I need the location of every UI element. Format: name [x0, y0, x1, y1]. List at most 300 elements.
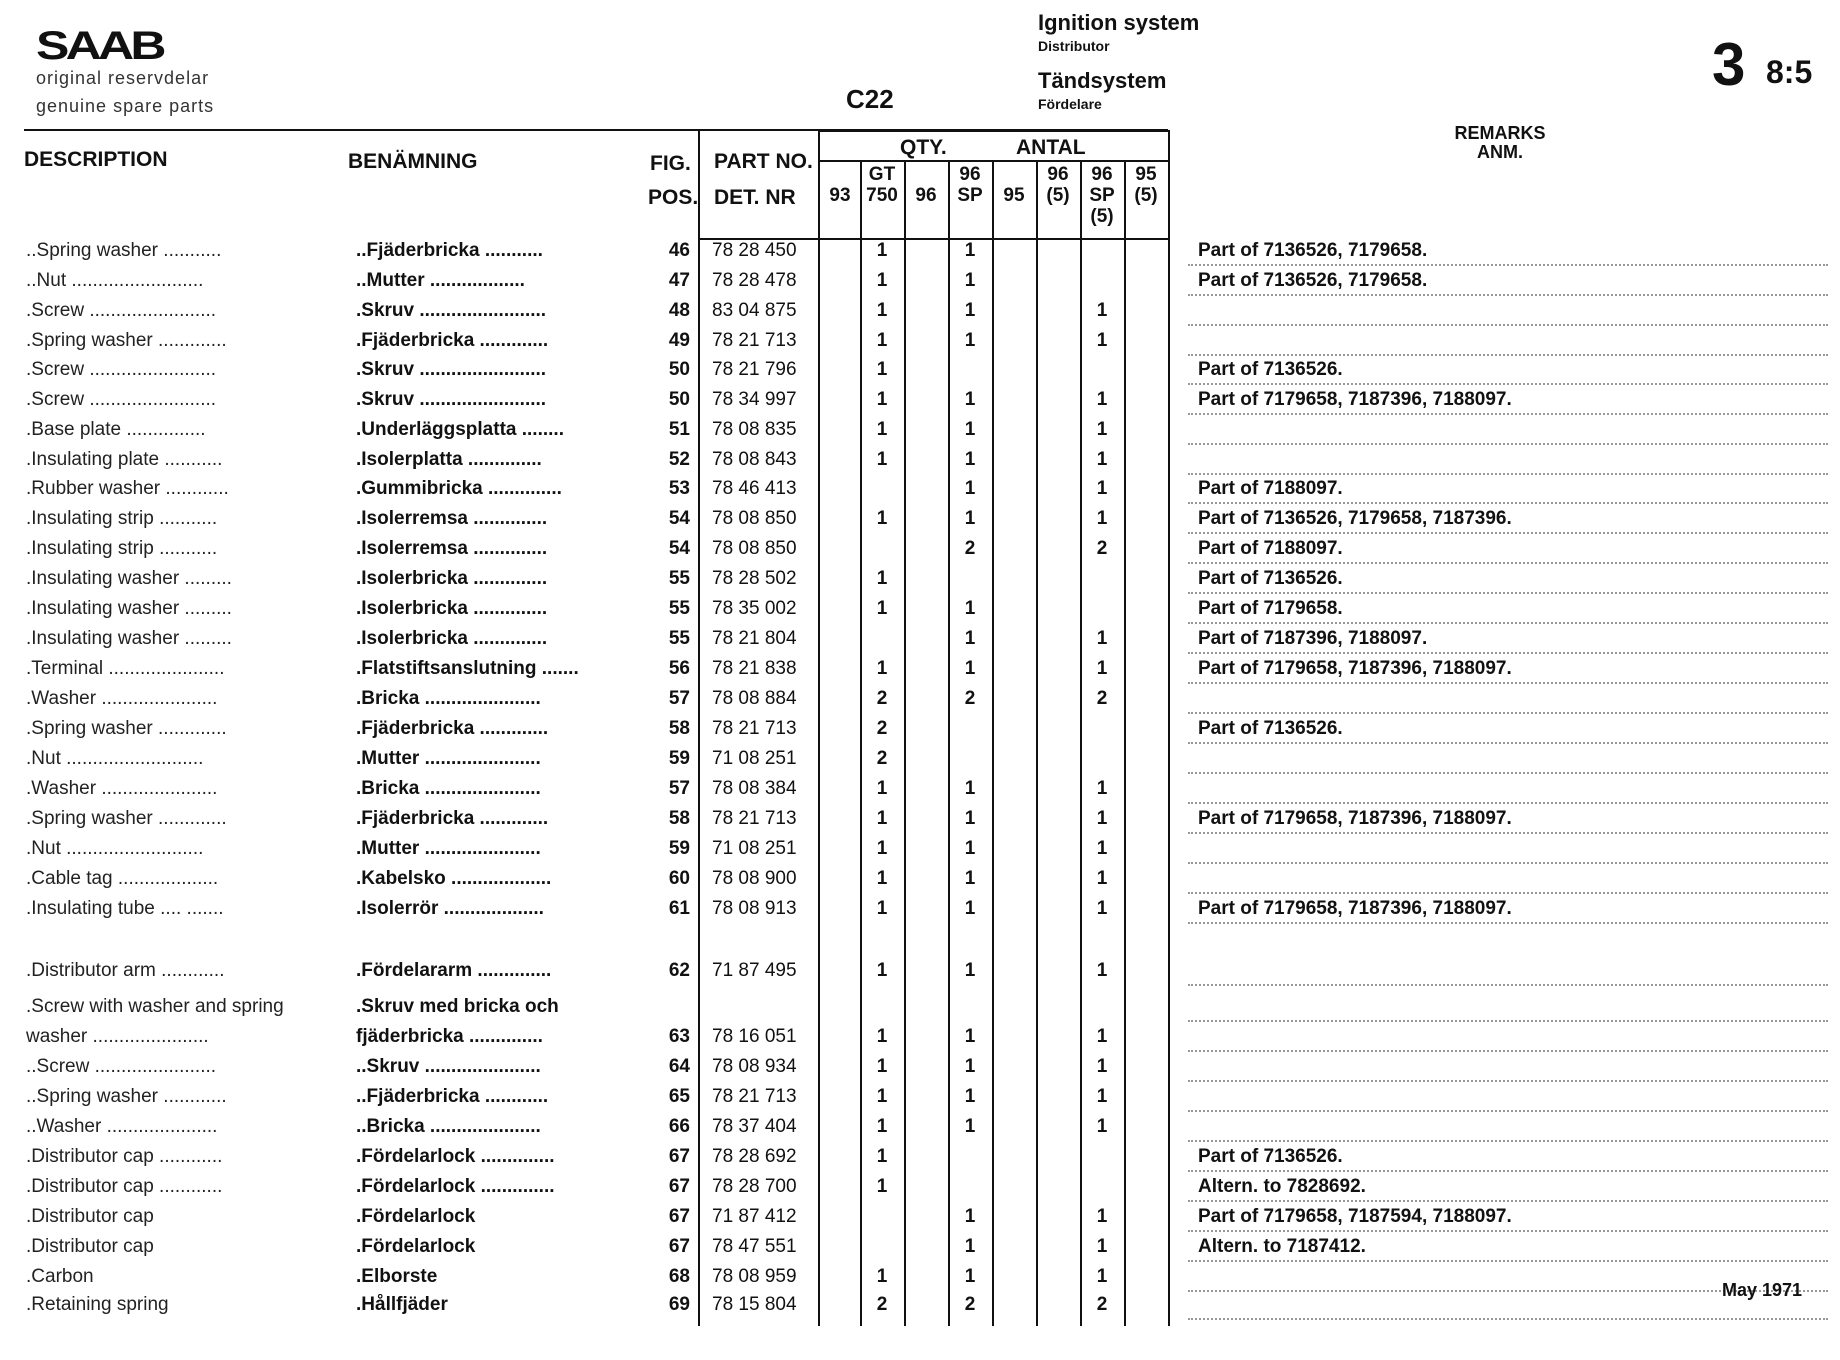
row-part-number: 71 08 251 [712, 838, 797, 859]
remarks-dotted-line [1188, 502, 1828, 504]
row-qty [992, 1266, 1036, 1288]
row-qty [1124, 748, 1168, 770]
row-qty [1124, 718, 1168, 740]
row-qty [992, 508, 1036, 530]
row-qty: 1 [1096, 1116, 1108, 1137]
row-qty: 1 [964, 1026, 976, 1047]
row-part-number: 78 16 051 [712, 1026, 797, 1047]
row-qty [1036, 1176, 1080, 1198]
row-pos: 58 [668, 718, 690, 739]
row-qty: 1 [964, 330, 976, 351]
row-qty [1036, 838, 1080, 860]
qty-header-mid-rule [818, 160, 1170, 162]
row-qty: 1 [876, 960, 888, 981]
row-pos: 64 [668, 1056, 690, 1077]
row-pos: 57 [668, 688, 690, 709]
row-description: .Terminal ...................... [26, 658, 225, 679]
row-remarks [1198, 330, 1718, 352]
row-qty [818, 419, 862, 441]
qty-col-header [1080, 164, 1124, 227]
row-qty [1080, 718, 1124, 740]
remarks-dotted-line [1188, 562, 1828, 564]
row-qty [992, 628, 1036, 650]
row-qty [904, 389, 948, 411]
row-qty [992, 996, 1036, 1018]
page-subnumber: 8:5 [1766, 54, 1813, 90]
row-qty [1124, 300, 1168, 322]
row-qty [860, 996, 904, 1018]
row-qty [1036, 538, 1080, 560]
row-qty [818, 1206, 862, 1228]
row-qty [992, 1026, 1036, 1048]
row-qty: 1 [964, 1266, 976, 1287]
row-qty: 1 [964, 478, 976, 499]
remarks-dotted-line [1188, 1318, 1828, 1320]
row-qty: 2 [964, 1294, 976, 1315]
row-qty [992, 748, 1036, 770]
row-qty: 1 [876, 1086, 888, 1107]
qty-col-label: 750 [866, 185, 898, 206]
row-remarks [1198, 1086, 1718, 1108]
row-benamning: .Fördelarlock [356, 1236, 476, 1257]
grid-line-pos [698, 130, 700, 1326]
row-remarks: Part of 7179658, 7187594, 7188097. [1198, 1206, 1512, 1227]
row-qty [948, 996, 992, 1018]
row-qty: 1 [876, 1146, 888, 1167]
row-remarks: Part of 7179658, 7187396, 7188097. [1198, 898, 1512, 919]
row-qty: 1 [1096, 808, 1108, 829]
row-qty: 1 [876, 359, 888, 380]
qty-col-label: 96 [1047, 164, 1069, 185]
row-remarks: Part of 7179658, 7187396, 7188097. [1198, 658, 1512, 679]
row-benamning: ..Fjäderbricka ............ [356, 1086, 549, 1107]
remarks-dotted-line [1188, 1260, 1828, 1262]
row-qty [992, 718, 1036, 740]
row-qty [992, 1294, 1036, 1316]
col-remarks-en: REMARKS [1454, 123, 1546, 143]
row-qty: 2 [876, 688, 888, 709]
row-benamning: .Fördelarlock .............. [356, 1176, 555, 1197]
row-description: ..Screw ....................... [26, 1056, 217, 1077]
row-qty: 1 [1096, 960, 1108, 981]
row-remarks: Part of 7179658, 7187396, 7188097. [1198, 808, 1512, 829]
row-qty: 1 [876, 1176, 888, 1197]
row-remarks: Part of 7179658. [1198, 598, 1343, 619]
row-pos: 67 [668, 1236, 690, 1257]
row-qty: 1 [1096, 330, 1108, 351]
row-benamning: .Fördelararm .............. [356, 960, 552, 981]
row-qty [992, 598, 1036, 620]
row-qty [1124, 1206, 1168, 1228]
row-qty: 1 [1096, 1206, 1108, 1227]
row-qty [1124, 389, 1168, 411]
row-qty [904, 718, 948, 740]
row-qty: 1 [1096, 419, 1108, 440]
row-description: ..Nut ......................... [26, 270, 204, 291]
row-remarks: Part of 7136526, 7179658. [1198, 270, 1428, 291]
row-description: ..Washer ..................... [26, 1116, 218, 1137]
remarks-dotted-line [1188, 652, 1828, 654]
row-description: .Distributor cap ............ [26, 1146, 223, 1167]
row-part-number: 78 08 850 [712, 538, 797, 559]
row-qty [1124, 419, 1168, 441]
row-qty [904, 538, 948, 560]
row-description: .Insulating tube .... ....... [26, 898, 224, 919]
row-qty [948, 568, 992, 590]
row-part-number: 78 28 700 [712, 1176, 797, 1197]
row-description: .Nut .......................... [26, 838, 204, 859]
qty-col-label: 95 [1003, 185, 1025, 206]
row-pos: 60 [668, 868, 690, 889]
row-qty [1036, 868, 1080, 890]
row-description: .Distributor cap ............ [26, 1176, 223, 1197]
row-qty [1036, 898, 1080, 920]
row-description: .Cable tag ................... [26, 868, 219, 889]
row-part-number: 78 21 713 [712, 808, 797, 829]
remarks-dotted-line [1188, 862, 1828, 864]
row-qty [992, 270, 1036, 292]
remarks-dotted-line [1188, 622, 1828, 624]
row-qty [1036, 1146, 1080, 1168]
col-antal: ANTAL [1016, 136, 1086, 159]
qty-col-header [1036, 164, 1080, 206]
row-description: .Screw ........................ [26, 389, 217, 410]
row-qty [1124, 996, 1168, 1018]
row-qty [992, 960, 1036, 982]
remarks-dotted-line [1188, 413, 1828, 415]
row-remarks [1198, 688, 1718, 710]
row-qty [1124, 960, 1168, 982]
row-qty [818, 359, 862, 381]
row-qty [860, 538, 904, 560]
row-remarks [1198, 1026, 1718, 1048]
row-benamning: .Skruv ........................ [356, 300, 547, 321]
row-qty [1124, 1116, 1168, 1138]
row-qty [1124, 1026, 1168, 1048]
row-remarks: Part of 7136526, 7179658. [1198, 240, 1428, 261]
col-part-no: PART NO. [714, 150, 813, 173]
row-qty [1124, 898, 1168, 920]
col-pos: POS. [648, 186, 699, 209]
qty-col-label: SP [957, 185, 983, 206]
row-remarks [1198, 419, 1718, 441]
row-qty: 2 [964, 688, 976, 709]
row-qty [992, 898, 1036, 920]
remarks-dotted-line [1188, 1020, 1828, 1022]
remarks-dotted-line [1188, 592, 1828, 594]
remarks-dotted-line [1188, 772, 1828, 774]
row-benamning: .Skruv ........................ [356, 359, 547, 380]
row-pos: 48 [668, 300, 690, 321]
row-description: .Insulating strip ........... [26, 538, 218, 559]
remarks-dotted-line [1188, 712, 1828, 714]
remarks-dotted-line [1188, 1140, 1828, 1142]
row-qty [948, 748, 992, 770]
row-qty [992, 478, 1036, 500]
row-qty [1124, 1236, 1168, 1258]
section-swedish: Fördelare [1038, 96, 1102, 112]
row-qty [818, 808, 862, 830]
row-qty [818, 389, 862, 411]
row-remarks: Altern. to 7828692. [1198, 1176, 1366, 1197]
row-benamning: .Mutter ...................... [356, 748, 541, 769]
row-qty [818, 1026, 862, 1048]
row-qty: 2 [876, 718, 888, 739]
remarks-dotted-line [1188, 264, 1828, 266]
row-qty [1080, 568, 1124, 590]
remarks-dotted-line [1188, 1230, 1828, 1232]
row-qty: 1 [964, 1206, 976, 1227]
row-qty [818, 778, 862, 800]
row-qty: 1 [1096, 628, 1108, 649]
row-qty [1080, 240, 1124, 262]
page-number: 3 [1712, 31, 1746, 98]
row-qty [904, 960, 948, 982]
row-qty [1080, 598, 1124, 620]
row-remarks [1198, 996, 1718, 1018]
row-description: .Insulating washer ......... [26, 568, 232, 589]
row-qty [1124, 1294, 1168, 1316]
row-description: .Base plate ............... [26, 419, 206, 440]
row-qty [1036, 1206, 1080, 1228]
row-qty [1036, 628, 1080, 650]
grid-line-remarks [1168, 130, 1170, 1326]
row-remarks [1198, 868, 1718, 890]
row-qty: 1 [876, 330, 888, 351]
row-remarks [1198, 300, 1718, 322]
row-qty [860, 1236, 904, 1258]
row-pos: 59 [668, 748, 690, 769]
row-qty: 1 [964, 868, 976, 889]
row-qty: 1 [876, 838, 888, 859]
row-qty: 1 [964, 1086, 976, 1107]
row-qty: 1 [964, 628, 976, 649]
row-description: .Spring washer ............. [26, 808, 227, 829]
qty-col-label: 96 [959, 164, 981, 185]
row-qty [904, 808, 948, 830]
row-qty: 1 [964, 389, 976, 410]
row-benamning: .Fjäderbricka ............. [356, 808, 549, 829]
row-pos: 55 [668, 598, 690, 619]
row-qty: 1 [876, 419, 888, 440]
row-qty: 1 [964, 658, 976, 679]
row-qty [992, 808, 1036, 830]
row-qty [1036, 330, 1080, 352]
row-qty [992, 1236, 1036, 1258]
row-qty [948, 1146, 992, 1168]
row-qty [818, 1056, 862, 1078]
row-qty [818, 330, 862, 352]
row-qty [818, 240, 862, 262]
row-qty [1036, 778, 1080, 800]
row-qty [904, 270, 948, 292]
row-qty [860, 478, 904, 500]
row-qty [818, 449, 862, 471]
row-qty [1036, 658, 1080, 680]
row-part-number: 78 34 997 [712, 389, 797, 410]
row-benamning: .Bricka ...................... [356, 778, 541, 799]
row-description: .Screw ........................ [26, 300, 217, 321]
row-benamning: .Isolerplatta .............. [356, 449, 542, 470]
row-part-number: 78 28 692 [712, 1146, 797, 1167]
row-qty [818, 960, 862, 982]
row-qty [1124, 778, 1168, 800]
row-remarks [1198, 838, 1718, 860]
row-qty: 1 [1096, 1026, 1108, 1047]
qty-col-header [860, 164, 904, 206]
row-pos: 66 [668, 1116, 690, 1137]
row-qty [1036, 389, 1080, 411]
row-qty [904, 1056, 948, 1078]
row-description: .Spring washer ............. [26, 718, 227, 739]
row-qty: 2 [1096, 538, 1108, 559]
row-benamning: .Isolerrör ................... [356, 898, 544, 919]
row-qty [1124, 1086, 1168, 1108]
row-qty [904, 1294, 948, 1316]
row-qty: 1 [1096, 1086, 1108, 1107]
row-qty: 1 [964, 598, 976, 619]
subtitle-english: genuine spare parts [36, 96, 215, 116]
row-pos: 51 [668, 419, 690, 440]
row-qty [904, 330, 948, 352]
qty-col-label: 96 [915, 185, 937, 206]
row-pos: 58 [668, 808, 690, 829]
row-pos: 46 [668, 240, 690, 261]
remarks-dotted-line [1188, 1200, 1828, 1202]
row-remarks [1198, 1294, 1718, 1316]
row-qty: 1 [964, 300, 976, 321]
remarks-dotted-line [1188, 473, 1828, 475]
row-qty [904, 240, 948, 262]
row-description: .Carbon [26, 1266, 94, 1287]
remarks-dotted-line [1188, 443, 1828, 445]
row-qty [1036, 688, 1080, 710]
row-description: .Insulating plate ........... [26, 449, 223, 470]
row-qty [904, 300, 948, 322]
row-qty [818, 1294, 862, 1316]
row-part-number: 78 21 713 [712, 330, 797, 351]
row-remarks: Part of 7187396, 7188097. [1198, 628, 1428, 649]
qty-col-label: 93 [829, 185, 851, 206]
title-english: Ignition system [1038, 10, 1200, 35]
row-qty: 1 [876, 568, 888, 589]
row-qty: 1 [1096, 389, 1108, 410]
row-qty [904, 1026, 948, 1048]
row-qty [1036, 718, 1080, 740]
row-qty [818, 748, 862, 770]
row-qty: 1 [1096, 478, 1108, 499]
row-remarks [1198, 449, 1718, 471]
qty-col-label: GT [868, 164, 896, 185]
row-benamning: .Mutter ...................... [356, 838, 541, 859]
row-qty [1036, 1086, 1080, 1108]
row-part-number: 83 04 875 [712, 300, 797, 321]
row-qty [818, 898, 862, 920]
row-qty [1124, 240, 1168, 262]
row-qty: 1 [1096, 778, 1108, 799]
row-qty [818, 300, 862, 322]
row-qty [1036, 240, 1080, 262]
row-qty [904, 1116, 948, 1138]
qty-col-label [818, 164, 862, 185]
row-benamning: ..Skruv ...................... [356, 1056, 541, 1077]
remarks-dotted-line [1188, 532, 1828, 534]
row-benamning: .Flatstiftsanslutning ....... [356, 658, 579, 679]
row-qty [1036, 300, 1080, 322]
row-qty: 1 [1096, 1266, 1108, 1287]
col-det-nr: DET. NR [714, 186, 796, 209]
row-qty [818, 628, 862, 650]
row-part-number: 78 46 413 [712, 478, 797, 499]
row-qty [992, 419, 1036, 441]
row-remarks: Part of 7188097. [1198, 538, 1343, 559]
remarks-dotted-line [1188, 294, 1828, 296]
row-benamning: .Isolerremsa .............. [356, 508, 548, 529]
row-description: washer ...................... [26, 1026, 209, 1047]
row-qty [904, 898, 948, 920]
row-remarks [1198, 1266, 1718, 1288]
qty-col-label: 95 [1135, 164, 1157, 185]
row-remarks: Altern. to 7187412. [1198, 1236, 1366, 1257]
row-qty: 1 [1096, 868, 1108, 889]
row-benamning: ..Bricka ..................... [356, 1116, 541, 1137]
row-qty: 1 [964, 449, 976, 470]
row-benamning: .Bricka ...................... [356, 688, 541, 709]
remarks-dotted-line [1188, 892, 1828, 894]
row-description: .Retaining spring [26, 1294, 169, 1315]
row-qty [992, 538, 1036, 560]
row-qty [1036, 1116, 1080, 1138]
row-qty [818, 508, 862, 530]
row-qty [1124, 808, 1168, 830]
row-qty [818, 538, 862, 560]
row-part-number [712, 996, 822, 1018]
row-qty: 1 [876, 508, 888, 529]
row-qty: 1 [964, 1116, 976, 1137]
remarks-dotted-line [1188, 1170, 1828, 1172]
col-remarks [1450, 124, 1550, 162]
row-remarks: Part of 7188097. [1198, 478, 1343, 499]
row-qty [818, 270, 862, 292]
row-qty [1036, 598, 1080, 620]
row-pos: 56 [668, 658, 690, 679]
row-part-number: 78 21 804 [712, 628, 797, 649]
qty-col-label: (5) [1046, 185, 1070, 206]
row-part-number: 78 28 478 [712, 270, 797, 291]
row-qty: 2 [876, 748, 888, 769]
row-remarks [1198, 1056, 1718, 1078]
row-pos [648, 996, 690, 1018]
row-pos: 57 [668, 778, 690, 799]
row-remarks [1198, 960, 1718, 982]
row-qty [818, 718, 862, 740]
row-qty [992, 300, 1036, 322]
row-qty: 1 [1096, 1236, 1108, 1257]
row-benamning: .Elborste [356, 1266, 438, 1287]
row-qty: 1 [964, 1056, 976, 1077]
row-qty [1124, 330, 1168, 352]
remarks-dotted-line [1188, 1050, 1828, 1052]
row-qty [992, 389, 1036, 411]
row-qty [904, 419, 948, 441]
row-pos: 62 [668, 960, 690, 981]
row-qty [818, 568, 862, 590]
row-qty [1036, 808, 1080, 830]
row-qty [818, 1266, 862, 1288]
row-qty [818, 1176, 862, 1198]
row-qty [818, 598, 862, 620]
row-qty [904, 838, 948, 860]
